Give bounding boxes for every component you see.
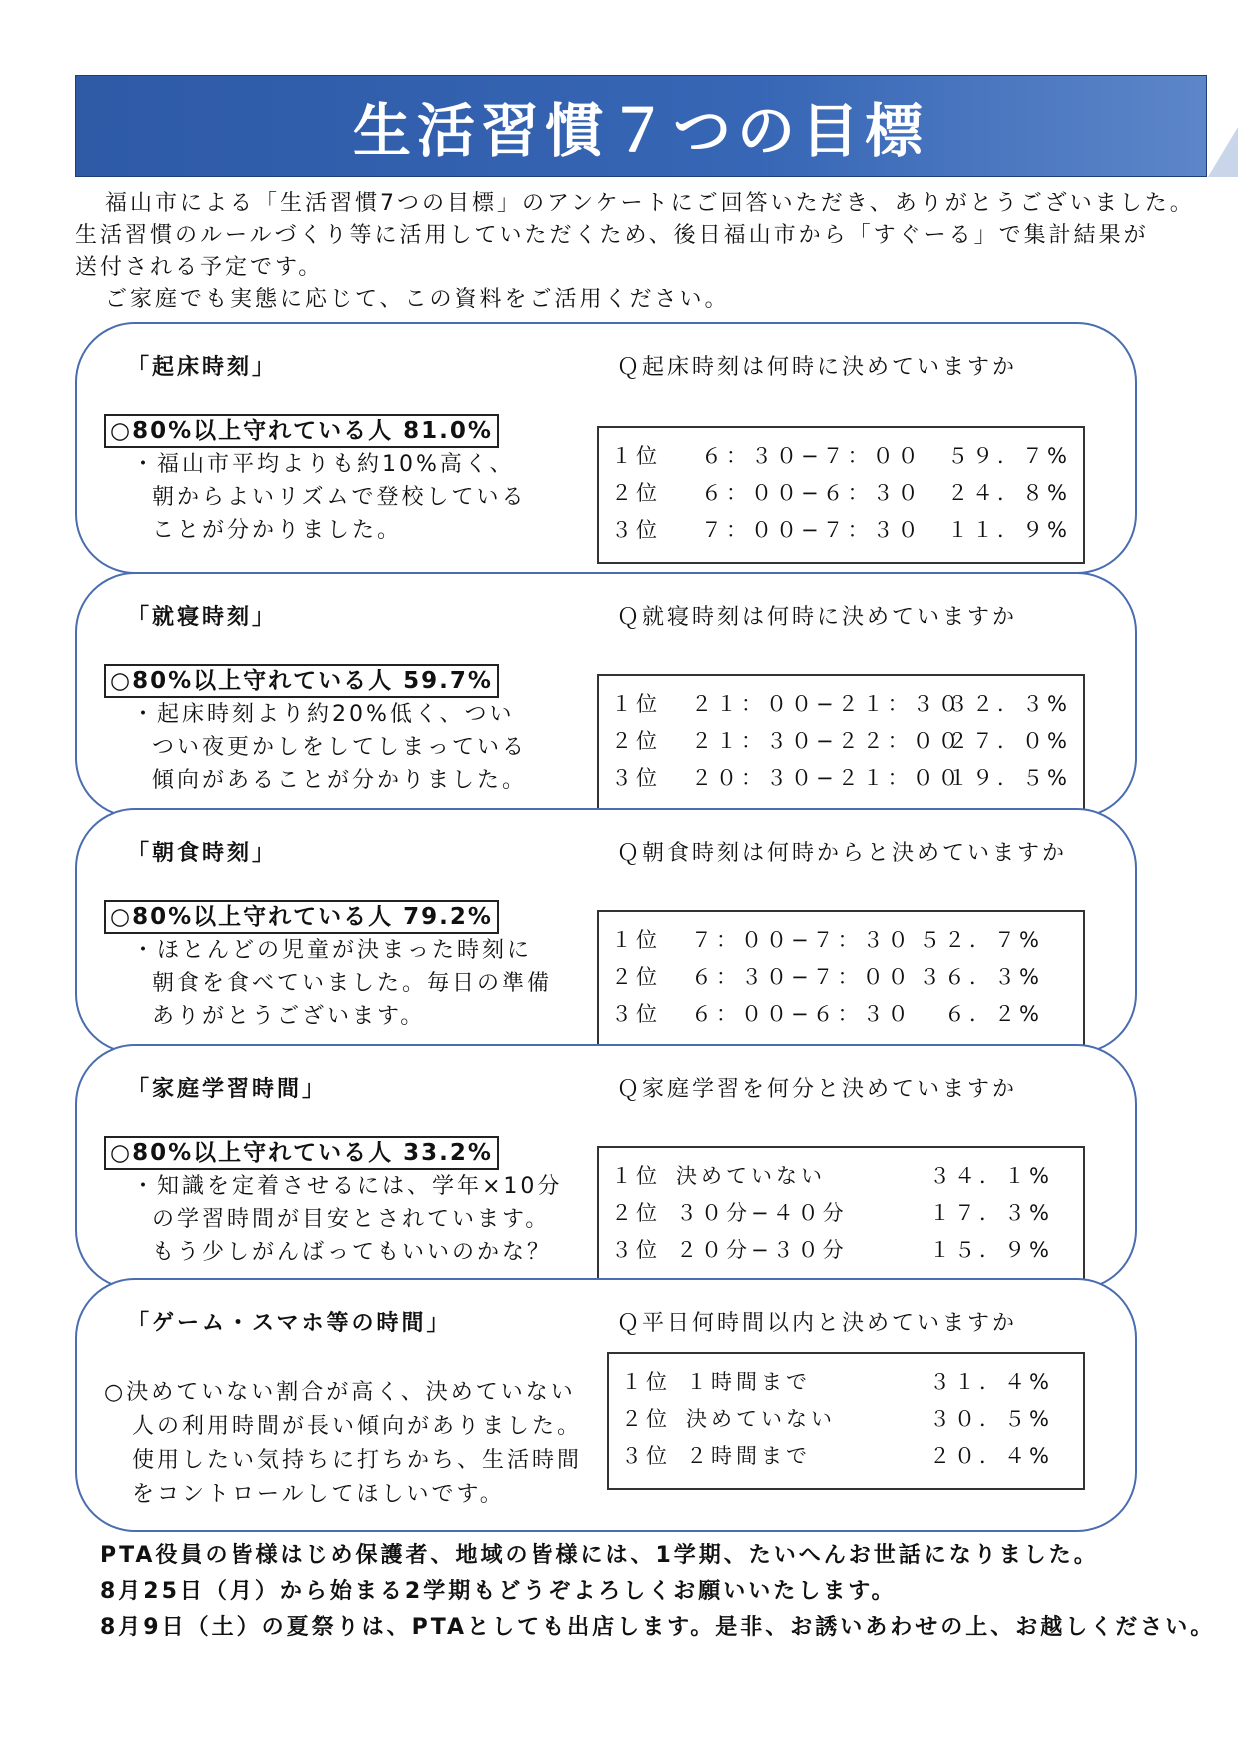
- footer-line: PTA役員の皆様はじめ保護者、地域の皆様には、1学期、たいへんお世話になりました。: [100, 1543, 1099, 1568]
- footer-message: [100, 1538, 1220, 1646]
- rank-label: ３位: [611, 1238, 661, 1262]
- rank-percent: ５９．７%: [947, 444, 1071, 468]
- ranking-row: [611, 994, 1083, 1031]
- result-highlight: ○80%以上守れている人 81.0%: [104, 414, 499, 448]
- result-highlight: ○80%以上守れている人 79.2%: [104, 900, 499, 934]
- rank-percent: ２７．０%: [947, 729, 1071, 753]
- intro-line: ご家庭でも実態に応じて、この資料をご活用ください。: [105, 287, 730, 312]
- desc-line: もう少しがんばってもいいのかな？: [152, 1240, 553, 1265]
- desc-line: 朝からよいリズムで登校している: [152, 485, 527, 510]
- rank-item: ６：３０−７：００: [701, 444, 923, 468]
- section-title: 「朝食時刻」: [127, 841, 278, 866]
- rank-item: ６：００−６：３０: [701, 481, 923, 505]
- desc-line: ありがとうございます。: [152, 1004, 426, 1029]
- rank-percent: ３６．３%: [919, 965, 1043, 989]
- rank-percent: １１．９%: [947, 518, 1071, 542]
- rank-percent: ３０．５%: [929, 1407, 1053, 1431]
- rank-label: ３位: [621, 1444, 671, 1468]
- ranking-box: [597, 910, 1085, 1048]
- rank-label: １位: [611, 444, 661, 468]
- rank-item: ２０分−３０分: [676, 1238, 848, 1262]
- intro-line: 生活習慣のルールづくり等に活用していただくため、後日福山市から「すぐーる」で集計結果が: [75, 223, 1149, 248]
- ranking-row: [611, 684, 1083, 721]
- rank-percent: ２０．４%: [929, 1444, 1053, 1468]
- desc-line: の学習時間が目安とされています。: [152, 1207, 551, 1232]
- rank-label: ２位: [621, 1407, 671, 1431]
- desc-line: ことが分かりました。: [152, 518, 403, 543]
- rank-percent: １９．５%: [947, 766, 1071, 790]
- rank-item: ７：００−７：３０: [691, 928, 913, 952]
- desc-line: 人の利用時間が長い傾向がありました。: [132, 1414, 583, 1439]
- section-description: [132, 698, 572, 797]
- rank-item: ２時間まで: [686, 1444, 811, 1468]
- section-title: 「ゲーム・スマホ等の時間」: [127, 1311, 452, 1336]
- rank-percent: ５２．７%: [919, 928, 1043, 952]
- desc-line: ・起床時刻より約20%低く、つい: [132, 702, 515, 727]
- desc-line: ・福山市平均よりも約10%高く、: [132, 452, 515, 477]
- rank-item: ２１：３０−２２：００: [691, 729, 963, 753]
- ranking-row: [611, 721, 1083, 758]
- section-title: 「家庭学習時間」: [127, 1077, 328, 1102]
- rank-label: ２位: [611, 965, 661, 989]
- ranking-row: [611, 758, 1083, 795]
- ranking-row: [611, 510, 1083, 547]
- ranking-box: [597, 674, 1085, 812]
- ranking-row: [621, 1362, 1083, 1399]
- section-game-smartphone: [75, 1278, 1137, 1532]
- question-title: Ｑ就寝時刻は何時に決めていますか: [617, 605, 1018, 630]
- ranking-row: [621, 1436, 1083, 1473]
- question-title: Ｑ朝食時刻は何時からと決めていますか: [617, 841, 1068, 866]
- result-highlight: ○80%以上守れている人 59.7%: [104, 664, 499, 698]
- desc-line: 朝食を食べていました。毎日の準備: [152, 971, 553, 996]
- page-title: 生活習慣７つの目標: [352, 97, 929, 165]
- rank-item: 決めていない: [676, 1164, 826, 1188]
- rank-label: ３位: [611, 766, 661, 790]
- banner-decoration: [1208, 127, 1238, 177]
- question-title: Ｑ家庭学習を何分と決めていますか: [617, 1077, 1018, 1102]
- ranking-row: [611, 1230, 1083, 1267]
- ranking-box: [597, 426, 1085, 564]
- rank-label: １位: [611, 1164, 661, 1188]
- intro-line: 送付される予定です。: [75, 255, 324, 280]
- section-wake-time: [75, 322, 1137, 574]
- rank-item: ６：００−６：３０: [691, 1002, 913, 1026]
- ranking-box: [597, 1146, 1085, 1284]
- rank-label: １位: [611, 692, 661, 716]
- title-banner: [75, 75, 1207, 177]
- desc-line: をコントロールしてほしいです。: [132, 1482, 505, 1507]
- ranking-row: [611, 473, 1083, 510]
- ranking-row: [611, 1193, 1083, 1230]
- rank-label: ２位: [611, 481, 661, 505]
- rank-item: 決めていない: [686, 1407, 836, 1431]
- question-title: Ｑ起床時刻は何時に決めていますか: [617, 355, 1018, 380]
- rank-percent: １７．３%: [929, 1201, 1053, 1225]
- footer-line: 8月25日（月）から始まる2学期もどうぞよろしくお願いいたします。: [100, 1579, 897, 1604]
- rank-percent: ２４．８%: [947, 481, 1071, 505]
- rank-percent: ３２．３%: [947, 692, 1071, 716]
- section-title: 「就寝時刻」: [127, 605, 278, 630]
- ranking-row: [611, 1156, 1083, 1193]
- desc-line: 傾向があることが分かりました。: [152, 768, 528, 793]
- section-breakfast-time: [75, 808, 1137, 1054]
- section-bed-time: [75, 572, 1137, 818]
- rank-percent: ３１．４%: [929, 1370, 1053, 1394]
- section-description: [132, 1170, 612, 1269]
- rank-item: ７：００−７：３０: [701, 518, 923, 542]
- rank-item: ２０：３０−２１：００: [691, 766, 963, 790]
- ranking-row: [611, 920, 1083, 957]
- section-description: [132, 934, 572, 1033]
- desc-line: 使用したい気持ちに打ちかち、生活時間: [132, 1448, 583, 1473]
- desc-line: つい夜更かしをしてしまっている: [152, 735, 528, 760]
- ranking-box: [607, 1352, 1085, 1490]
- rank-label: ２位: [611, 1201, 661, 1225]
- rank-item: ６：３０−７：００: [691, 965, 913, 989]
- rank-percent: ６．２%: [944, 1002, 1043, 1026]
- intro-line: 福山市による「生活習慣7つの目標」のアンケートにご回答いただき、ありがとうございました。: [105, 191, 1195, 216]
- rank-item: ３０分−４０分: [676, 1201, 848, 1225]
- rank-label: ２位: [611, 729, 661, 753]
- ranking-row: [621, 1399, 1083, 1436]
- rank-percent: １５．９%: [929, 1238, 1053, 1262]
- desc-line: ・ほとんどの児童が決まった時刻に: [132, 938, 533, 963]
- section-home-study: [75, 1044, 1137, 1290]
- rank-label: ３位: [611, 1002, 661, 1026]
- intro-text: [75, 188, 1205, 316]
- section-title: 「起床時刻」: [127, 355, 278, 380]
- section-description: [132, 448, 572, 547]
- rank-label: １位: [611, 928, 661, 952]
- rank-item: １時間まで: [686, 1370, 811, 1394]
- footer-line: 8月9日（土）の夏祭りは、PTAとしても出店します。是非、お誘いあわせの上、お越しください。: [100, 1615, 1216, 1640]
- ranking-row: [611, 957, 1083, 994]
- result-highlight: ○80%以上守れている人 33.2%: [104, 1136, 499, 1170]
- desc-line: ・知識を定着させるには、学年×10分: [132, 1174, 563, 1199]
- section-description: [104, 1376, 594, 1512]
- ranking-row: [611, 436, 1083, 473]
- rank-label: １位: [621, 1370, 671, 1394]
- rank-item: ２１：００−２１：３０: [691, 692, 963, 716]
- rank-percent: ３４．１%: [929, 1164, 1053, 1188]
- rank-label: ３位: [611, 518, 661, 542]
- question-title: Ｑ平日何時間以内と決めていますか: [617, 1311, 1018, 1336]
- desc-line: ○決めていない割合が高く、決めていない: [104, 1380, 576, 1405]
